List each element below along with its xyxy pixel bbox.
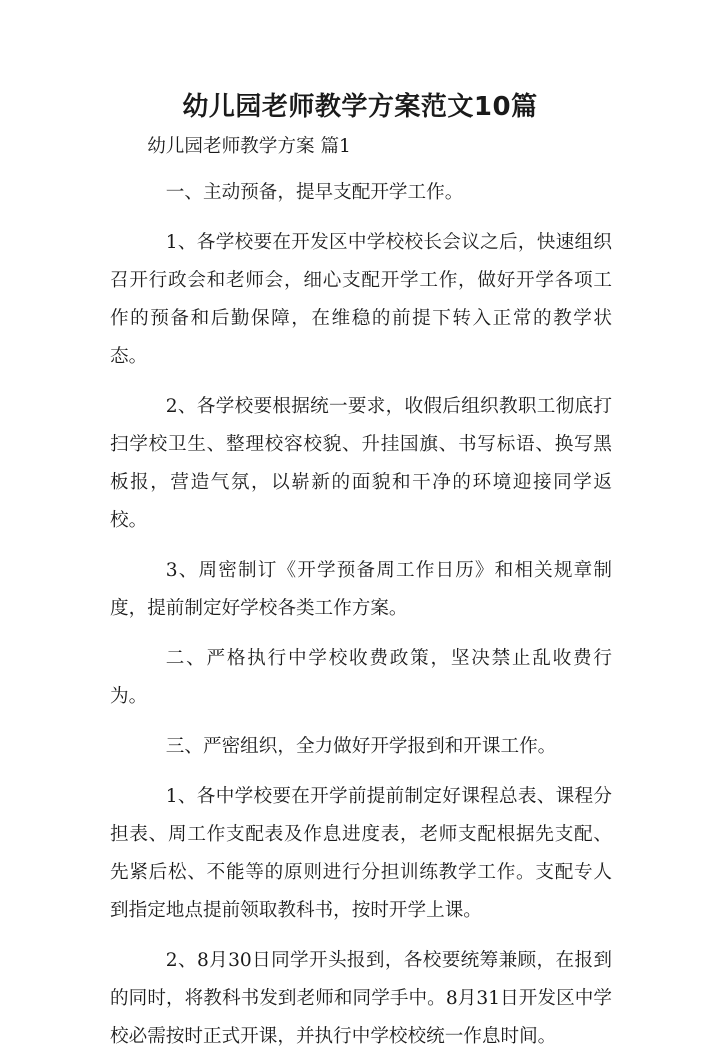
paragraph: 3、周密制订《开学预备周工作日历》和相关规章制度，提前制定好学校各类工作方案。 <box>110 560 612 619</box>
paragraph: 二、严格执行中学校收费政策，坚决禁止乱收费行为。 <box>110 648 612 707</box>
document-title: 幼儿园老师教学方案范文10篇 <box>182 92 538 122</box>
paragraph: 三、严密组织，全力做好开学报到和开课工作。 <box>165 736 557 757</box>
paragraph: 一、主动预备，提早支配开学工作。 <box>165 182 464 203</box>
paragraph: 2、各学校要根据统一要求，收假后组织教职工彻底打扫学校卫生、整理校容校貌、升挂国旗、书写标语、换写黑板报，营造气氛，以崭新的面貌和干净的环境迎接同学返校。 <box>110 396 612 531</box>
document-body <box>110 124 612 1056</box>
paragraph: 2、8月30日同学开头报到，各校要统筹兼顾，在报到的同时，将教科书发到老师和同学手中。8月31日开发区中学校必需按时正式开课，并执行中学校校统一作息时间。 <box>110 950 612 1047</box>
paragraph: 1、各学校要在开发区中学校校长会议之后，快速组织召开行政会和老师会，细心支配开学工作，做好开学各项工作的预备和后勤保障，在维稳的前提下转入正常的教学状态。 <box>110 232 612 367</box>
paragraph: 1、各中学校要在开学前提前制定好课程总表、课程分担表、周工作支配表及作息进度表，老师支配根据先支配、先紧后松、不能等的原则进行分担训练教学工作。支配专人到指定地点提前领取教科书，按时开学上课。 <box>110 786 612 921</box>
section-heading: 幼儿园老师教学方案 篇1 <box>147 136 351 157</box>
